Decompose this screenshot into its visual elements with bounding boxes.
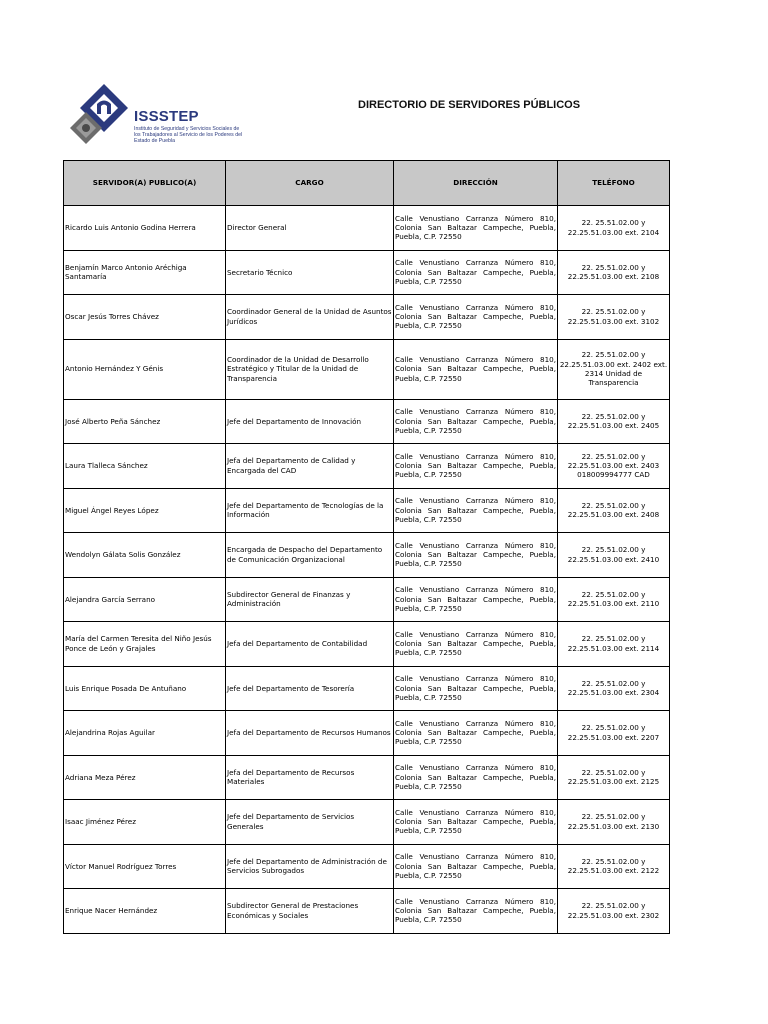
cell-address: Calle Venustiano Carranza Número 810, Colonia San Baltazar Campeche, Puebla, Puebla, C.P. 72550: [394, 622, 558, 667]
table-row: [64, 577, 670, 622]
logo: [66, 82, 246, 152]
cell-phone: 22. 25.51.02.00 y 22.25.51.03.00 ext. 2402 ext. 2314 Unidad de Transparencia: [558, 339, 670, 399]
page-title: DIRECTORIO DE SERVIDORES PÚBLICOS: [358, 99, 581, 111]
cell-name: María del Carmen Teresita del Niño Jesús Ponce de León y Grajales: [64, 622, 226, 667]
cell-address: Calle Venustiano Carranza Número 810, Colonia San Baltazar Campeche, Puebla, Puebla, C.P. 72550: [394, 755, 558, 800]
cell-phone: 22. 25.51.02.00 y 22.25.51.03.00 ext. 2114: [558, 622, 670, 667]
cell-position: Director General: [226, 206, 394, 251]
table-row: [64, 889, 670, 934]
table-row: [64, 844, 670, 889]
table-row: [64, 206, 670, 251]
directory-table: [63, 160, 670, 934]
table-row: [64, 444, 670, 489]
column-header-phone: TELÉFONO: [558, 161, 670, 206]
cell-name: Enrique Nacer Hernández: [64, 889, 226, 934]
cell-position: Subdirector General de Finanzas y Administración: [226, 577, 394, 622]
cell-address: Calle Venustiano Carranza Número 810, Colonia San Baltazar Campeche, Puebla, Puebla, C.P. 72550: [394, 339, 558, 399]
cell-address: Calle Venustiano Carranza Número 810, Colonia San Baltazar Campeche, Puebla, Puebla, C.P. 72550: [394, 399, 558, 444]
cell-position: Encargada de Despacho del Departamento de Comunicación Organizacional: [226, 533, 394, 578]
table-row: [64, 800, 670, 845]
cell-name: Isaac Jiménez Pérez: [64, 800, 226, 845]
cell-position: Coordinador General de la Unidad de Asuntos Jurídicos: [226, 295, 394, 340]
cell-address: Calle Venustiano Carranza Número 810, Colonia San Baltazar Campeche, Puebla, Puebla, C.P. 72550: [394, 577, 558, 622]
cell-address: Calle Venustiano Carranza Número 810, Colonia San Baltazar Campeche, Puebla, Puebla, C.P. 72550: [394, 844, 558, 889]
table-row: [64, 488, 670, 533]
cell-name: Víctor Manuel Rodríguez Torres: [64, 844, 226, 889]
cell-phone: 22. 25.51.02.00 y 22.25.51.03.00 ext. 2408: [558, 488, 670, 533]
cell-phone: 22. 25.51.02.00 y 22.25.51.03.00 ext. 2403 018009994777 CAD: [558, 444, 670, 489]
cell-name: José Alberto Peña Sánchez: [64, 399, 226, 444]
cell-phone: 22. 25.51.02.00 y 22.25.51.03.00 ext. 2304: [558, 666, 670, 711]
table-row: [64, 711, 670, 756]
table-header-row: [64, 161, 670, 206]
table-row: [64, 622, 670, 667]
cell-position: Jefa del Departamento de Recursos Humanos: [226, 711, 394, 756]
table-row: [64, 339, 670, 399]
cell-phone: 22. 25.51.02.00 y 22.25.51.03.00 ext. 2104: [558, 206, 670, 251]
table-row: [64, 250, 670, 295]
cell-address: Calle Venustiano Carranza Número 810, Colonia San Baltazar Campeche, Puebla, Puebla, C.P. 72550: [394, 533, 558, 578]
cell-position: Jefa del Departamento de Calidad y Encargada del CAD: [226, 444, 394, 489]
cell-phone: 22. 25.51.02.00 y 22.25.51.03.00 ext. 2302: [558, 889, 670, 934]
logo-subtitle: Instituto de Seguridad y Servicios Sociales de los Trabajadores al Servicio de los Poderes del Estado de Puebla: [134, 126, 243, 144]
cell-name: Oscar Jesús Torres Chávez: [64, 295, 226, 340]
cell-name: Alejandrina Rojas Aguilar: [64, 711, 226, 756]
cell-position: Jefe del Departamento de Servicios Generales: [226, 800, 394, 845]
cell-position: Jefe del Departamento de Administración de Servicios Subrogados: [226, 844, 394, 889]
issstep-emblem-icon: [66, 82, 132, 148]
cell-name: Benjamín Marco Antonio Aréchiga Santamaría: [64, 250, 226, 295]
cell-name: Laura Tlalleca Sánchez: [64, 444, 226, 489]
cell-phone: 22. 25.51.02.00 y 22.25.51.03.00 ext. 2207: [558, 711, 670, 756]
cell-name: Luis Enrique Posada De Antuñano: [64, 666, 226, 711]
column-header-position: CARGO: [226, 161, 394, 206]
table-row: [64, 399, 670, 444]
cell-address: Calle Venustiano Carranza Número 810, Colonia San Baltazar Campeche, Puebla, Puebla, C.P. 72550: [394, 295, 558, 340]
cell-address: Calle Venustiano Carranza Número 810, Colonia San Baltazar Campeche, Puebla, Puebla, C.P. 72550: [394, 666, 558, 711]
cell-position: Jefa del Departamento de Recursos Materiales: [226, 755, 394, 800]
cell-position: Subdirector General de Prestaciones Económicas y Sociales: [226, 889, 394, 934]
cell-position: Jefe del Departamento de Tesorería: [226, 666, 394, 711]
cell-name: Miguel Ángel Reyes López: [64, 488, 226, 533]
cell-address: Calle Venustiano Carranza Número 810, Colonia San Baltazar Campeche, Puebla, Puebla, C.P. 72550: [394, 250, 558, 295]
column-header-name: SERVIDOR(A) PUBLICO(A): [64, 161, 226, 206]
column-header-address: DIRECCIÓN: [394, 161, 558, 206]
cell-phone: 22. 25.51.02.00 y 22.25.51.03.00 ext. 2410: [558, 533, 670, 578]
cell-phone: 22. 25.51.02.00 y 22.25.51.03.00 ext. 2405: [558, 399, 670, 444]
cell-phone: 22. 25.51.02.00 y 22.25.51.03.00 ext. 2108: [558, 250, 670, 295]
logo-name: ISSSTEP: [134, 108, 199, 125]
cell-address: Calle Venustiano Carranza Número 810, Colonia San Baltazar Campeche, Puebla, Puebla, C.P. 72550: [394, 800, 558, 845]
cell-phone: 22. 25.51.02.00 y 22.25.51.03.00 ext. 3102: [558, 295, 670, 340]
cell-phone: 22. 25.51.02.00 y 22.25.51.03.00 ext. 2125: [558, 755, 670, 800]
cell-address: Calle Venustiano Carranza Número 810, Colonia San Baltazar Campeche, Puebla, Puebla, C.P. 72550: [394, 206, 558, 251]
cell-position: Jefe del Departamento de Tecnologías de la Información: [226, 488, 394, 533]
table-row: [64, 533, 670, 578]
cell-phone: 22. 25.51.02.00 y 22.25.51.03.00 ext. 2110: [558, 577, 670, 622]
cell-position: Jefe del Departamento de Innovación: [226, 399, 394, 444]
cell-phone: 22. 25.51.02.00 y 22.25.51.03.00 ext. 2122: [558, 844, 670, 889]
cell-address: Calle Venustiano Carranza Número 810, Colonia San Baltazar Campeche, Puebla, Puebla, C.P. 72550: [394, 444, 558, 489]
table-row: [64, 666, 670, 711]
table-row: [64, 295, 670, 340]
cell-position: Coordinador de la Unidad de Desarrollo Estratégico y Titular de la Unidad de Transparencia: [226, 339, 394, 399]
cell-name: Wendolyn Gálata Solis González: [64, 533, 226, 578]
cell-name: Antonio Hernández Y Génis: [64, 339, 226, 399]
cell-address: Calle Venustiano Carranza Número 810, Colonia San Baltazar Campeche, Puebla, Puebla, C.P. 72550: [394, 711, 558, 756]
cell-address: Calle Venustiano Carranza Número 810, Colonia San Baltazar Campeche, Puebla, Puebla, C.P. 72550: [394, 488, 558, 533]
cell-name: Ricardo Luis Antonio Godina Herrera: [64, 206, 226, 251]
table-row: [64, 755, 670, 800]
cell-phone: 22. 25.51.02.00 y 22.25.51.03.00 ext. 2130: [558, 800, 670, 845]
cell-position: Jefa del Departamento de Contabilidad: [226, 622, 394, 667]
cell-position: Secretario Técnico: [226, 250, 394, 295]
cell-name: Alejandra García Serrano: [64, 577, 226, 622]
cell-address: Calle Venustiano Carranza Número 810, Colonia San Baltazar Campeche, Puebla, Puebla, C.P. 72550: [394, 889, 558, 934]
cell-name: Adriana Meza Pérez: [64, 755, 226, 800]
